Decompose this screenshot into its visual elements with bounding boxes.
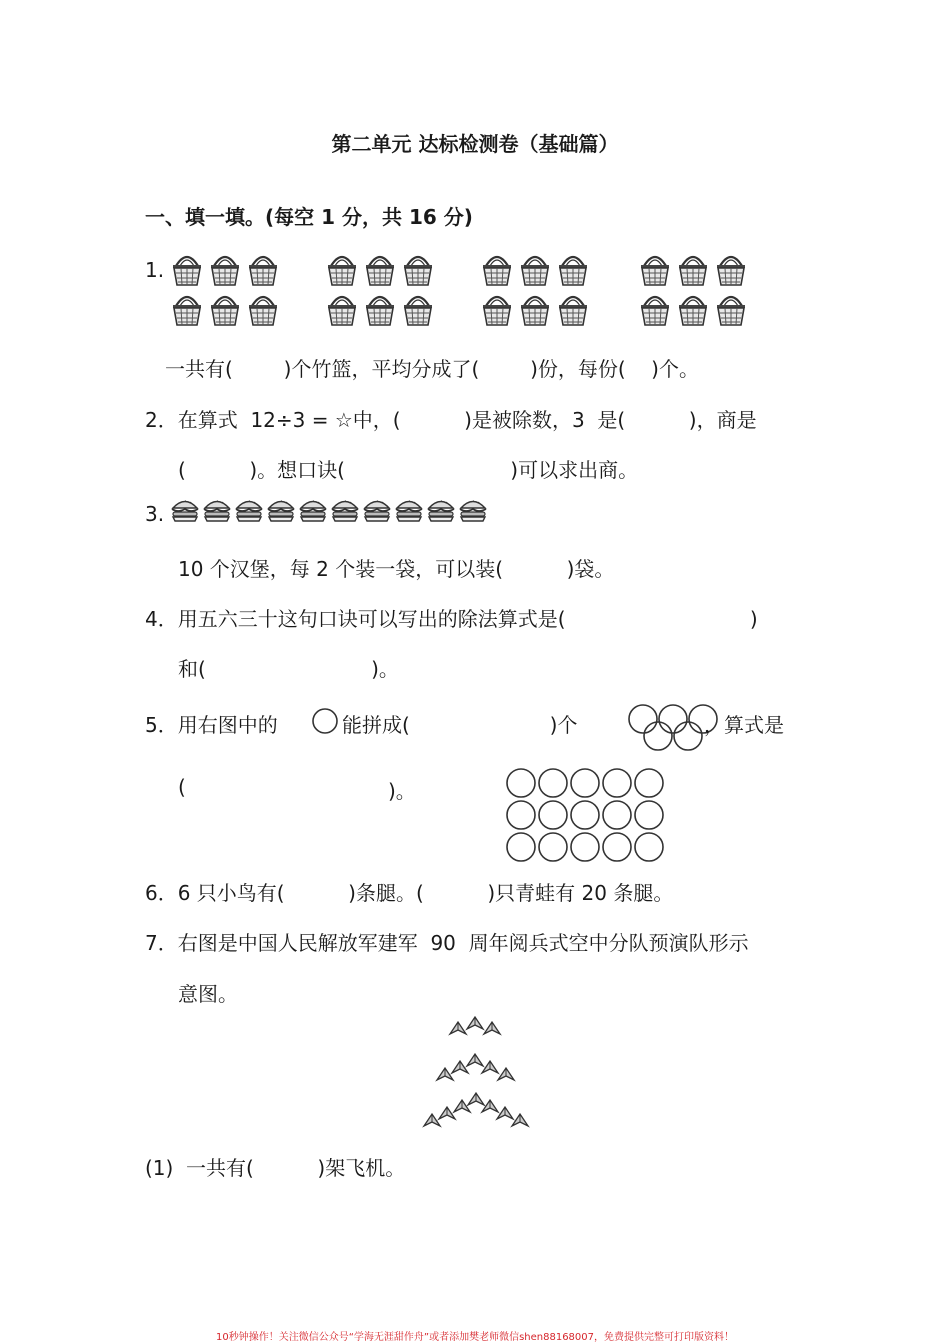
- q2-line1: 2．在算式 12÷3 = ☆中，( )是被除数，3 是( )，商是: [145, 408, 757, 432]
- airplane-formation-figure: [420, 1016, 530, 1132]
- q5-blank-close: )。: [388, 779, 416, 803]
- basket-icon: [172, 250, 287, 330]
- q7-line2: 意图。: [178, 982, 238, 1006]
- hamburger-icon: [172, 498, 494, 522]
- q5-part3: ，算式是: [704, 713, 784, 737]
- q5-blank-open: (: [178, 775, 186, 799]
- q2-line2: ( )。想口诀( )可以求出商。: [178, 458, 639, 482]
- footer-note: 10秒钟操作！关注微信公众号“学海无涯甜作舟”或者添加樊老师微信shen88168007，免费提供完整可打印版资料！: [215, 1332, 735, 1343]
- q4-line2: 和( )。: [178, 657, 399, 681]
- circle-icon: [311, 707, 339, 735]
- q3-number: 3.: [145, 502, 165, 526]
- q4-line1: 4．用五六三十这句口诀可以写出的除法算式是( ): [145, 607, 758, 631]
- q1-number: 1.: [145, 258, 165, 282]
- q1-text: 一共有( )个竹篮，平均分成了( )份，每份( )个。: [165, 357, 699, 381]
- q3-text: 10 个汉堡，每 2 个装一袋，可以装( )袋。: [178, 557, 615, 581]
- basket-icon: [327, 250, 442, 330]
- page-title: 第二单元 达标检测卷（基础篇）: [331, 132, 619, 156]
- q5-part1: 5．用右图中的: [145, 713, 278, 737]
- q7-line1: 7．右图是中国人民解放军建军 90 周年阅兵式空中分队预演队形示: [145, 931, 749, 955]
- basket-icon: [640, 250, 755, 330]
- q5-part2: 能拼成( )个: [342, 713, 578, 737]
- basket-icon: [482, 250, 597, 330]
- q6-text: 6．6 只小鸟有( )条腿。( )只青蛙有 20 条腿。: [145, 881, 674, 905]
- circles-grid-figure: [506, 768, 668, 864]
- section-heading: 一、填一填。(每空 1 分，共 16 分): [145, 205, 473, 229]
- q7-sub1: (1) 一共有( )架飞机。: [145, 1156, 406, 1180]
